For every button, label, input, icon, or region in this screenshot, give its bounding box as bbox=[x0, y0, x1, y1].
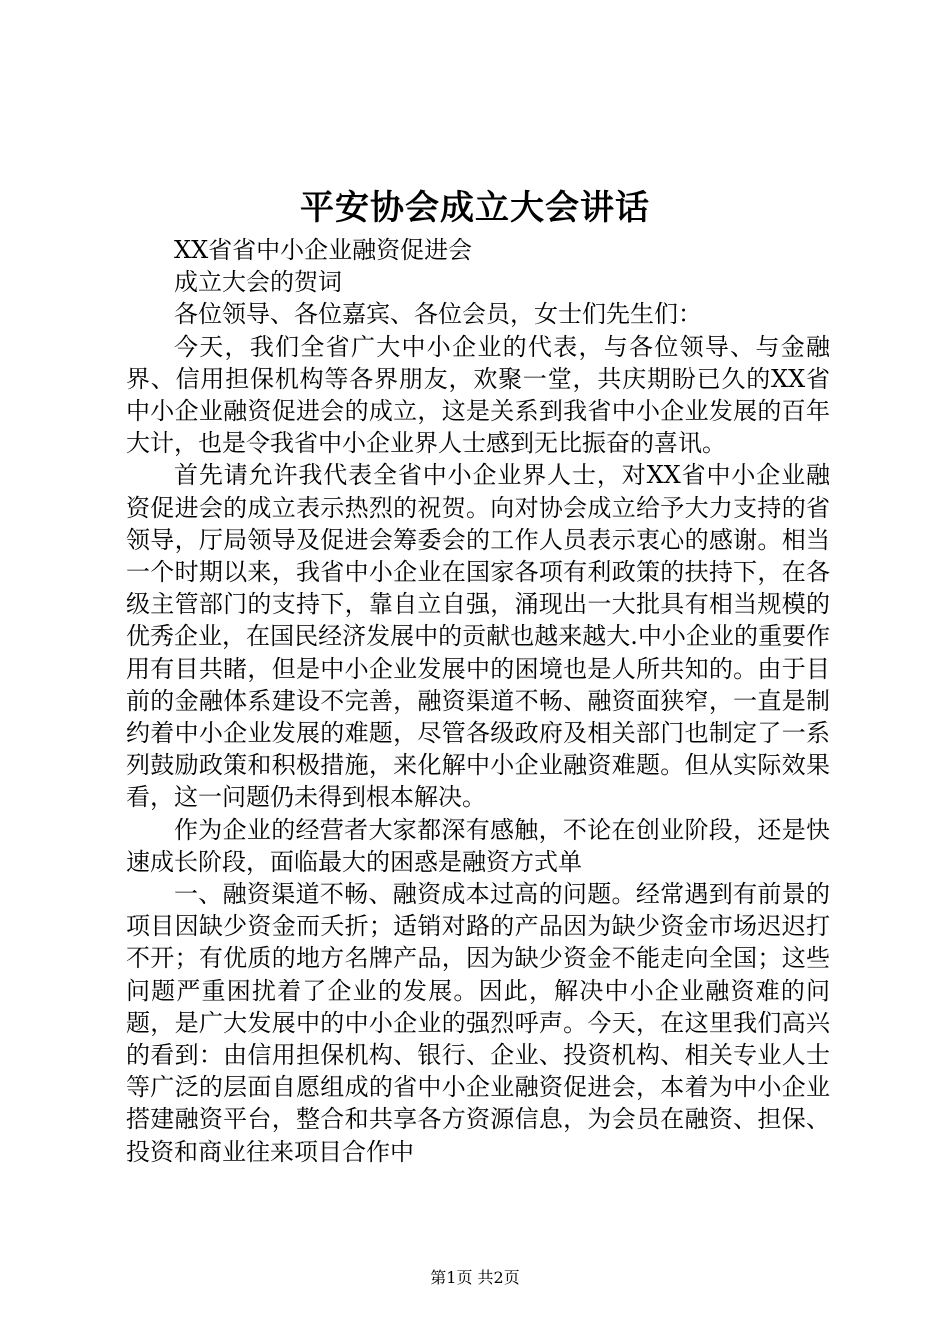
paragraph-body: 作为企业的经营者大家都深有感触，不论在创业阶段，还是快速成长阶段，面临最大的困惑是融资方式单 bbox=[126, 815, 830, 876]
paragraph-body: 一、融资渠道不畅、融资成本过高的问题。经常遇到有前景的项目因缺少资金而夭折；适销对路的产品因为缺少资金市场迟迟打不开；有优质的地方名牌产品，因为缺少资金不能走向全国；这些问题严重困扰着了企业的发展。因此，解决中小企业融资难的问题，是广大发展中的中小企业的强烈呼声。今天，在这里我们高兴的看到：由信用担保机构、银行、企业、投资机构、相关专业人士等广泛的层面自愿组成的省中小企业融资促进会，本着为中小企业搭建融资平台，整合和共享各方资源信息，为会员在融资、担保、投资和商业往来项目合作中 bbox=[126, 880, 830, 1166]
paragraph-body: 今天，我们全省广大中小企业的代表，与各位领导、与金融界、信用担保机构等各界朋友，欢聚一堂，共庆期盼已久的XX省中小企业融资促进会的成立，这是关系到我省中小企业发展的百年大计，也是令我省中小企业界人士感到无比振奋的喜讯。 bbox=[126, 332, 830, 458]
document-title: 平安协会成立大会讲话 bbox=[300, 188, 650, 228]
paragraph-recipient: XX省省中小企业融资促进会 bbox=[174, 236, 473, 264]
paragraph-salutation: 各位领导、各位嘉宾、各位会员，女士们先生们： bbox=[174, 300, 702, 329]
document-body bbox=[126, 234, 830, 1168]
page-number-footer: 第1页 共2页 bbox=[430, 1268, 520, 1287]
paragraph-body: 首先请允许我代表全省中小企业界人士，对XX省中小企业融资促进会的成立表示热烈的祝贺。向对协会成立给予大力支持的省领导，厅局领导及促进会筹委会的工作人员表示衷心的感谢。相当一个时期以来，我省中小企业在国家各项有利政策的扶持下，在各级主管部门的支持下，靠自立自强，涌现出一大批具有相当规模的优秀企业，在国民经济发展中的贡献也越来越大.中小企业的重要作用有目共睹，但是中小企业发展中的困境也是人所共知的。由于目前的金融体系建设不完善，融资渠道不畅、融资面狭窄，一直是制约着中小企业发展的难题，尽管各级政府及相关部门也制定了一系列鼓励政策和积极措施，来化解中小企业融资难题。但从实际效果看，这一问题仍未得到根本解决。 bbox=[126, 461, 830, 812]
paragraph-subtitle: 成立大会的贺词 bbox=[174, 268, 342, 297]
